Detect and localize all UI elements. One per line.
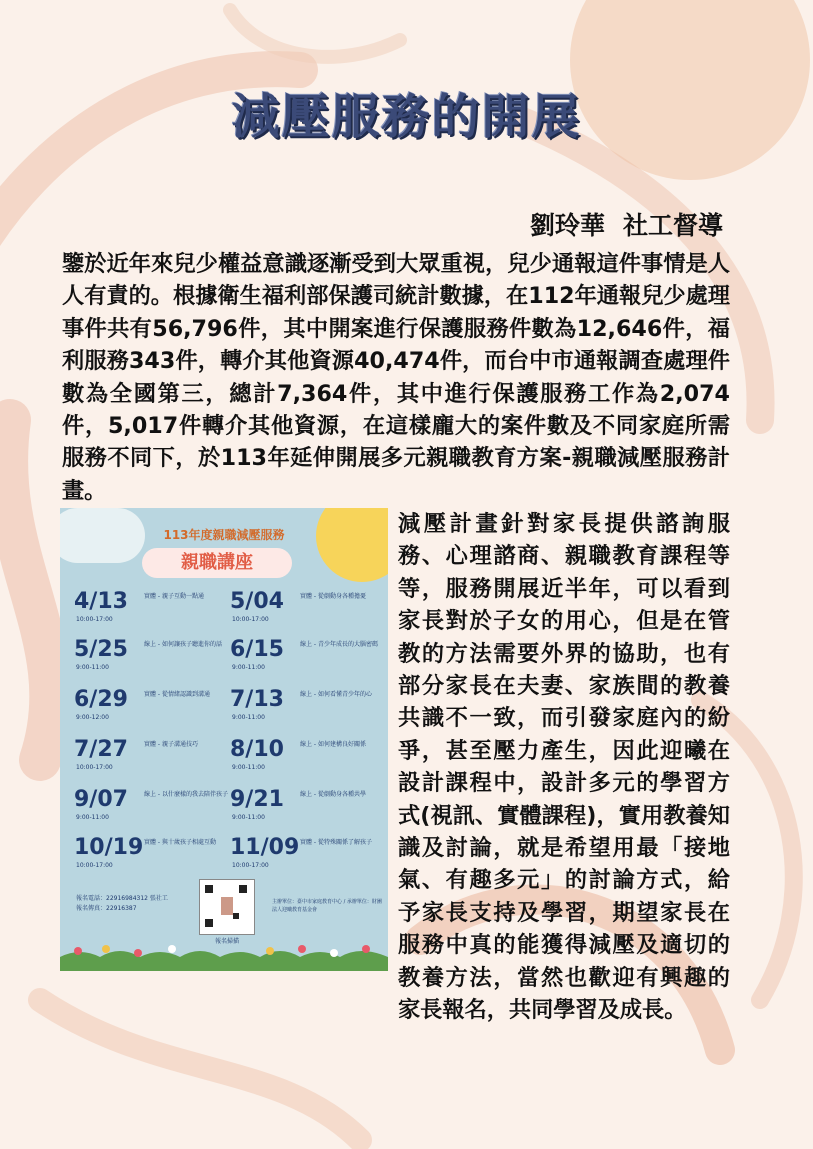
event-time: 10:00-17:00 (76, 862, 113, 869)
event-date: 10/19 (74, 835, 144, 860)
event-note: 線上 - 如何讓孩子聽進你的話 (144, 641, 222, 648)
contact-fax: 報名傳真：22916387 (76, 905, 137, 912)
author-name: 劉玲華 (529, 211, 605, 240)
poster-contact (76, 894, 168, 914)
sun-decoration (316, 508, 388, 582)
event-date: 7/13 (230, 687, 284, 712)
qr-label: 報名掃描 (214, 938, 239, 945)
event-item (74, 788, 234, 832)
event-note: 線上 - 從劇動身各種共學 (300, 791, 366, 798)
intro-paragraph: 鑒於近年來兒少權益意識逐漸受到大眾重視，兒少通報這件事情是人人有責的。根據衛生福利部保護司統計數據，在112年通報兒少處理事件共有56,796件，其中開案進行保護服務件數為12,646件，福利服務343件，轉介其他資源40,474件，而台中市通報調查處理件數為全國第三，總計7,364件，其中進行保護服務工作為2,074件，5,017件轉介其他資源，在這樣龐大的案件數及不同家庭所需服務不同下，於113年延伸開展多元親職教育方案-親職減壓服務計畫。 (62, 251, 730, 504)
event-note: 線上 - 如何看懂青少年的心 (300, 691, 372, 698)
event-item (74, 738, 234, 782)
event-time: 10:00-17:00 (76, 764, 113, 771)
event-time: 10:00-17:00 (232, 862, 269, 869)
event-time: 10:00-17:00 (76, 616, 113, 623)
event-item (74, 836, 234, 880)
event-note: 實體 - 從特殊關係了解孩子 (300, 839, 372, 846)
event-item (230, 738, 388, 782)
event-item (230, 836, 388, 880)
event-item (230, 638, 388, 682)
event-date: 5/04 (230, 589, 284, 614)
event-date: 4/13 (74, 589, 128, 614)
contact-phone: 報名電話：22916984312 張社工 (76, 895, 168, 902)
author-role: 社工督導 (622, 211, 723, 240)
event-date: 7/27 (74, 737, 128, 762)
event-note: 實體 - 從情緒認識到溝通 (144, 691, 210, 698)
lecture-poster (60, 508, 388, 971)
event-item (74, 590, 234, 634)
event-item (230, 788, 388, 832)
event-time: 9:00-12:00 (76, 714, 109, 721)
qr-code (200, 880, 254, 934)
event-note: 實體 - 親子溝通技巧 (144, 741, 198, 748)
event-note: 實體 - 從劇動身各種擔憂 (300, 593, 366, 600)
event-note: 線上 - 以什麼樣的我去陪伴孩子 (144, 791, 228, 798)
event-note: 線上 - 青少年成長的大腦密碼 (300, 641, 378, 648)
poster-banner: 親職講座 (142, 548, 292, 578)
event-date: 6/29 (74, 687, 128, 712)
poster-heading: 113年度親職減壓服務 (163, 528, 285, 542)
event-date: 5/25 (74, 637, 128, 662)
event-date: 6/15 (230, 637, 284, 662)
event-note: 線上 - 如何建構良好關係 (300, 741, 366, 748)
event-item (230, 688, 388, 732)
event-item (230, 590, 388, 634)
event-note: 實體 - 親子互動一點通 (144, 593, 204, 600)
page-title: 減壓服務的開展 (231, 89, 582, 145)
event-time: 9:00-11:00 (232, 714, 265, 721)
event-time: 9:00-11:00 (232, 764, 265, 771)
event-time: 9:00-11:00 (232, 664, 265, 671)
event-date: 9/07 (74, 787, 128, 812)
event-time: 10:00-17:00 (232, 616, 269, 623)
event-item (74, 688, 234, 732)
flowers-decoration (60, 935, 388, 971)
event-date: 8/10 (230, 737, 284, 762)
event-time: 9:00-11:00 (76, 664, 109, 671)
author-line (530, 206, 723, 242)
event-note: 實體 - 與十歲孩子相處互動 (144, 839, 216, 846)
event-time: 9:00-11:00 (232, 814, 265, 821)
event-item (74, 638, 234, 682)
event-time: 9:00-11:00 (76, 814, 109, 821)
service-paragraph: 減壓計畫針對家長提供諮詢服務、心理諮商、親職教育課程等等，服務開展近半年，可以看到家長對於子女的用心，但是在管教的方法需要外界的協助，也有部分家長在夫妻、家族間的教養共識不一致，而引發家庭內的紛爭，甚至壓力產生，因此迎曦在設計課程中，設計多元的學習方式(視訊、實體課程)，實用教養知識及討論，就是希望用最「接地氣、有趣多元」的討論方式，給予家長支持及學習，期望家長在服務中真的能獲得減壓及適切的教養方法，當然也歡迎有興趣的家長報名，共同學習及成長。 (398, 511, 730, 1024)
event-date: 11/09 (230, 835, 300, 860)
event-date: 9/21 (230, 787, 284, 812)
poster-organizer: 主辦單位：臺中市家庭教育中心 / 承辦單位：財團法人迎曦教育基金會 (272, 899, 382, 913)
